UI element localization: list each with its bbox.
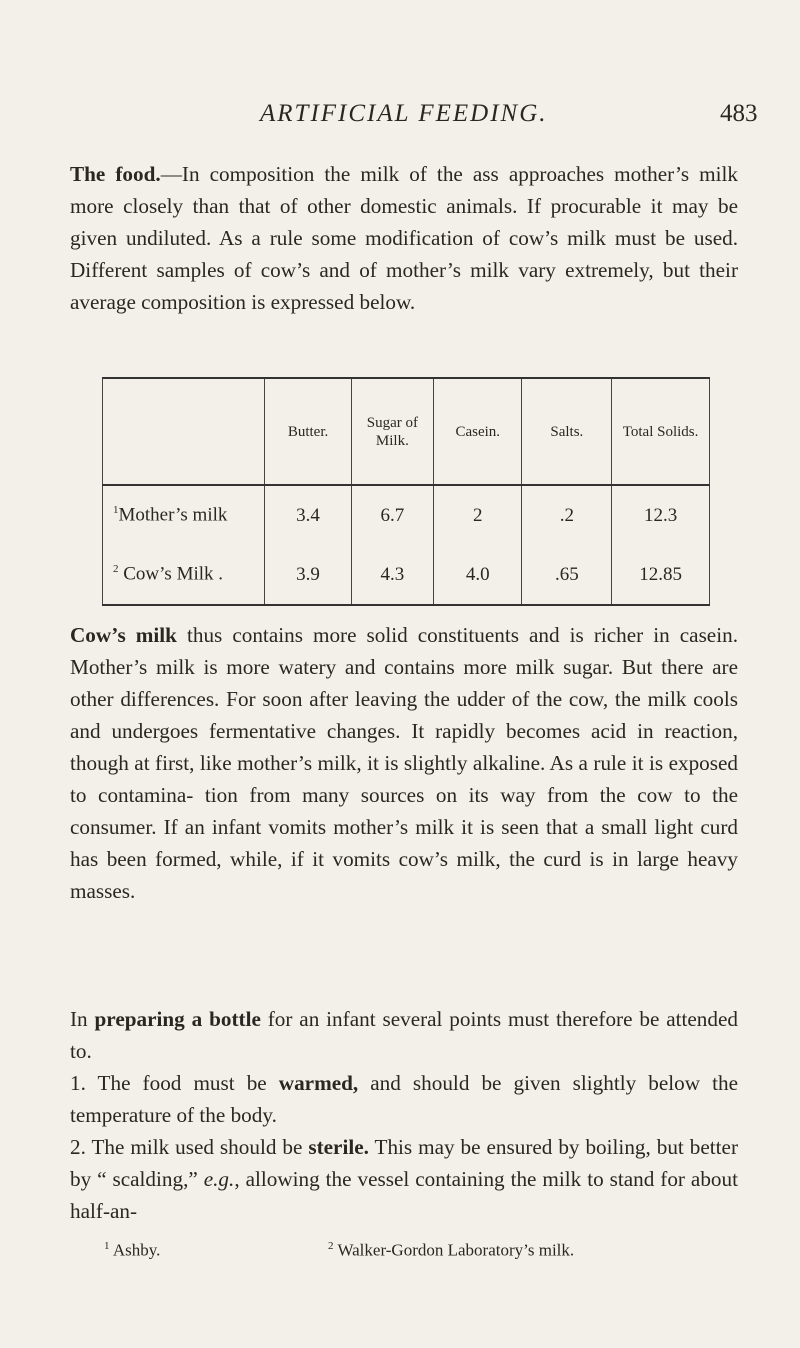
footnote-mark: 2 bbox=[113, 563, 119, 576]
table-cell: 12.3 bbox=[612, 485, 710, 545]
table-cell: 4.3 bbox=[351, 545, 433, 605]
list-number: 1. bbox=[70, 1071, 86, 1095]
milk-composition-table bbox=[102, 377, 710, 605]
column-header: Casein. bbox=[434, 378, 522, 485]
table-corner-cell bbox=[103, 378, 265, 485]
footnote-mark: 2 bbox=[328, 1240, 334, 1252]
page-number: 483 bbox=[720, 100, 758, 127]
table-cell: 6.7 bbox=[351, 485, 433, 545]
footnote: $^2$ Walker-Gordon Laboratory’s milk. bbox=[328, 1240, 575, 1260]
row-label: $^2$ Cow’s Milk . bbox=[103, 545, 265, 605]
paragraph-text: thus contains more solid constituents and is richer in casein. Mother’s milk is more watery and contains more milk sugar. But there are other differences. For soon after leaving the udder of the cow, the milk cools and undergoes fermentative changes. It rapidly becomes acid in reaction, though at first, like mother’s milk, it is slightly alkaline. As a rule it is exposed to contamina- tion from many sources on its way from the cow to the consumer. If an infant vomits mother’s milk it is seen that a small light curd has been formed, while, if it vomits cow’s milk, the curd is in large heavy masses. bbox=[70, 623, 738, 903]
paragraph-preparing: In preparing a bottle for an infant several points must therefore be attended to. bbox=[70, 1007, 738, 1063]
table-row bbox=[103, 545, 710, 605]
footnote: $^1$ Ashby. bbox=[104, 1240, 161, 1260]
table-cell: .2 bbox=[522, 485, 612, 545]
table-cell: .65 bbox=[522, 545, 612, 605]
list-number: 2. bbox=[70, 1135, 86, 1159]
table-header-row bbox=[103, 378, 710, 485]
paragraph-lead: The food. bbox=[70, 162, 161, 186]
footnote-mark: 1 bbox=[113, 504, 119, 517]
table-cell: 12.85 bbox=[612, 545, 710, 605]
row-label: $^1$Mother’s milk bbox=[103, 485, 265, 545]
column-header: Sugar of Milk. bbox=[351, 378, 433, 485]
column-header: Total Solids. bbox=[612, 378, 710, 485]
paragraph-food bbox=[70, 158, 738, 318]
column-header: Salts. bbox=[522, 378, 612, 485]
table-row bbox=[103, 485, 710, 545]
paragraph-lead: Cow’s milk bbox=[70, 623, 177, 647]
table-cell: 3.9 bbox=[265, 545, 351, 605]
table-cell: 4.0 bbox=[434, 545, 522, 605]
paragraph-text: —In composition the milk of the ass approaches mother’s milk more closely than that of other domestic animals. If procurable it may be given undiluted. As a rule some modification of cow’s milk must be used. Different samples of cow’s and of mother’s milk vary extremely, but their average composition is expressed below. bbox=[70, 162, 738, 314]
list-item: 2. The milk used should be sterile. This may be ensured by boiling, but better by “ scalding,” e.g., allowing the vessel containing the milk to stand for about half-an- bbox=[70, 1135, 739, 1223]
list-item: 1. The food must be warmed, and should be given slightly below the temperature of the body. bbox=[70, 1071, 738, 1127]
column-header: Butter. bbox=[265, 378, 351, 485]
table-cell: 3.4 bbox=[265, 485, 351, 545]
paragraph-cows-milk bbox=[70, 619, 738, 907]
running-header: ARTIFICIAL FEEDING. bbox=[260, 100, 548, 127]
table-cell: 2 bbox=[434, 485, 522, 545]
footnote-mark: 1 bbox=[104, 1240, 110, 1252]
